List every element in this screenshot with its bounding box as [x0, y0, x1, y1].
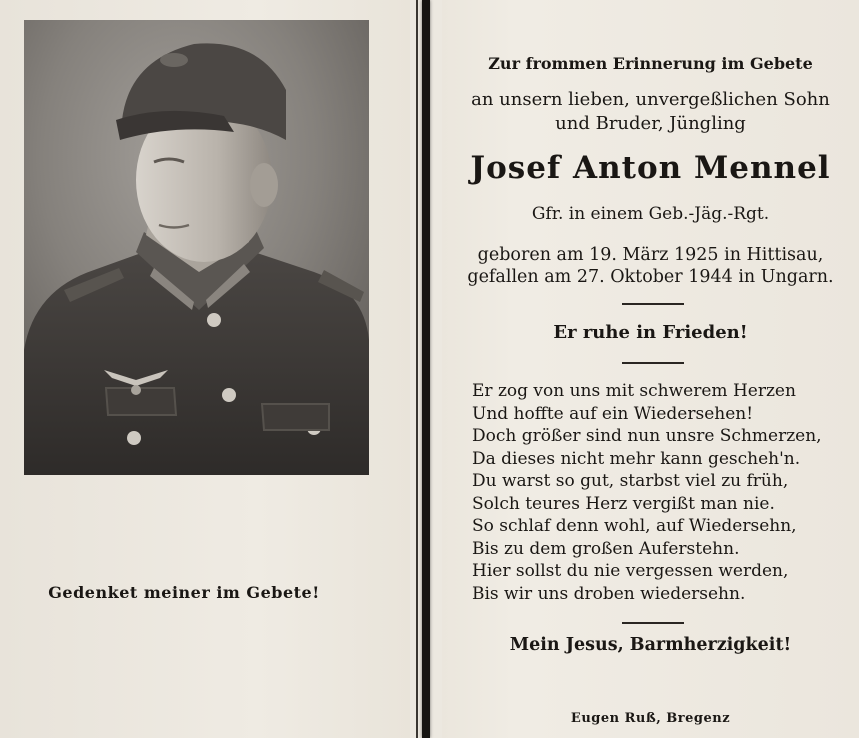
fold-edge — [416, 0, 418, 738]
military-rank: Gfr. in einem Geb.-Jäg.-Rgt. — [531, 204, 770, 224]
deceased-name: Josef Anton Mennel — [470, 150, 831, 186]
divider-rule — [622, 622, 684, 624]
memorial-poem — [472, 380, 859, 605]
soldier-portrait-image — [24, 20, 369, 475]
poem-line: Solch teures Herz vergißt man nie. — [472, 493, 775, 514]
left-caption: Gedenket meiner im Gebete! — [48, 583, 320, 602]
black-mourning-band — [422, 0, 430, 738]
poem-line: Und hoffte auf ein Wiedersehen! — [472, 403, 754, 424]
poem-line: Bis wir uns droben wiedersehn. — [472, 583, 746, 604]
poem-line: Doch größer sind nun unsre Schmerzen, — [472, 426, 822, 446]
poem-line: So schlaf denn wohl, auf Wiedersehn, — [472, 516, 797, 536]
poem-line: Er zog von uns mit schwerem Herzen — [472, 381, 796, 401]
portrait-photo — [24, 20, 369, 475]
death-line: gefallen am 27. Oktober 1944 in Ungarn. — [467, 267, 834, 287]
right-panel — [442, 0, 859, 738]
poem-line: Da dieses nicht mehr kann gescheh'n. — [472, 448, 801, 469]
dedication-heading: Zur frommen Erinnerung im Gebete — [488, 54, 813, 73]
divider-rule — [622, 362, 684, 364]
rest-in-peace: Er ruhe in Frieden! — [553, 322, 748, 343]
poem-line: Du warst so gut, starbst viel zu früh, — [472, 471, 789, 491]
closing-prayer: Mein Jesus, Barmherzigkeit! — [509, 635, 792, 655]
birth-line: geboren am 19. März 1925 in Hittisau, — [477, 245, 824, 265]
divider-rule — [622, 303, 684, 305]
intro-line-1: an unsern lieben, unvergeßlichen Sohn — [471, 89, 830, 110]
printer-credit: Eugen Ruß, Bregenz — [570, 711, 731, 726]
poem-line: Bis zu dem großen Auferstehn. — [472, 538, 740, 559]
poem-line: Hier sollst du nie vergessen werden, — [472, 561, 789, 581]
left-panel — [0, 0, 410, 738]
center-fold-divider — [410, 0, 442, 738]
intro-line-2: und Bruder, Jüngling — [555, 113, 746, 134]
